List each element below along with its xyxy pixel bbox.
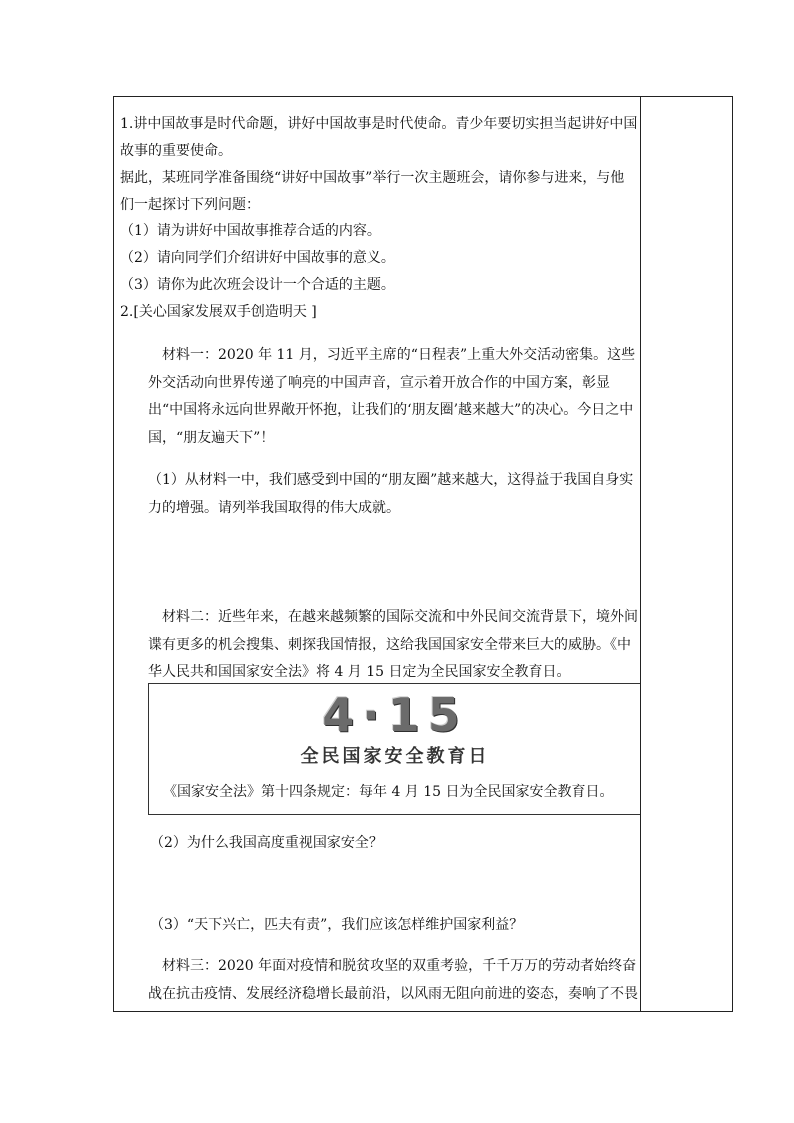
q1-line-1: 1.讲中国故事是时代命题，讲好中国故事是时代使命。青少年要切实担当起讲好中国	[120, 116, 638, 132]
sub-question-2: （2）为什么我国高度重视国家安全？	[150, 835, 383, 851]
poster-date: 4·15	[322, 688, 468, 742]
sub-question-1: （1）从材料一中，我们感受到中国的“朋友圈”越来越大，这得益于我国自身实力的增强。请列举我国取得的伟大成就。	[148, 472, 634, 516]
q1-sub-question-2: （2）请向同学们介绍讲好中国故事的意义。	[120, 250, 395, 266]
material-1: 材料一：2020 年 11 月，习近平主席的“日程表”上重大外交活动密集。这些外交活动向世界传递了响亮的中国声音，宣示着开放合作的中国方案，彰显出“中国将永远向世界敞开怀抱，让我们的‘朋友圈’越来越大”的决心。今日之中国，“朋友遍天下”！	[148, 347, 636, 446]
q1-line-3: 据此，某班同学准备围绕“讲好中国故事”举行一次主题班会，请你参与进来，与他	[120, 170, 625, 186]
sub-question-3: （3）“天下兴亡，匹夫有责”，我们应该怎样维护国家利益？	[150, 917, 524, 933]
column-divider	[640, 97, 641, 1011]
poster-caption: 《国家安全法》第十四条规定：每年 4 月 15 日为全民国家安全教育日。	[163, 784, 614, 800]
q1-line-4: 们一起探讨下列问题：	[120, 197, 260, 213]
q1-line-2: 故事的重要使命。	[120, 143, 232, 159]
material-2: 材料二：近些年来，在越来越频繁的国际交流和中外民间交流背景下，境外间谍有更多的机会搜集、刺探我国情报，这给我国国家安全带来巨大的威胁。《中华人民共和国国家安全法》将 4 月 15 日定为全民国家安全教育日。	[148, 609, 638, 680]
material-3: 材料三：2020 年面对疫情和脱贫攻坚的双重考验，千千万万的劳动者始终奋战在抗击疫情、发展经济稳增长最前沿，以风雨无阻向前进的姿态，奏响了不畏	[148, 958, 638, 1002]
q2-heading: 2.[关心国家发展双手创造明天 ]	[120, 304, 317, 320]
q1-sub-question-1: （1）请为讲好中国故事推荐合适的内容。	[120, 223, 381, 239]
q1-sub-question-3: （3）请你为此次班会设计一个合适的主题。	[120, 277, 395, 293]
poster-title: 全民国家安全教育日	[300, 746, 490, 767]
question-cell	[114, 97, 640, 1011]
worksheet-table	[113, 96, 733, 1012]
security-day-poster	[148, 683, 640, 815]
